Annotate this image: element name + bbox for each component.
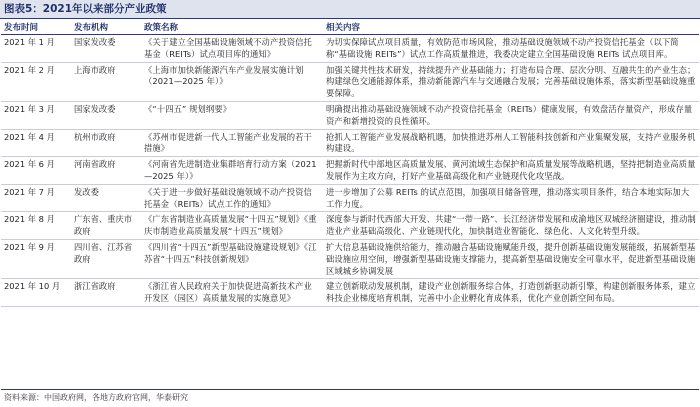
cell-org: 杭州市政府 bbox=[71, 129, 141, 157]
cell-org: 国家发改委 bbox=[71, 101, 141, 129]
cell-policy-name: 《关于进一步做好基础设施领域不动产投资信托基金（REITs）试点工作的通知》 bbox=[141, 184, 323, 212]
table-header-row bbox=[1, 19, 699, 35]
cell-policy-name: 《关于建立全国基础设施领域不动产投资信托基金（REITs）试点项目库的通知》 bbox=[141, 35, 323, 63]
header-content: 相关内容 bbox=[323, 19, 699, 35]
cell-content: 为切实保障试点项目质量，有效防范市场风险，推动基础设施领域不动产投资信托基金（以下简称“基础设施 REITs”）试点工作高质量推进，我委决定建立全国基础设施 REITs 试点项目库。 bbox=[323, 35, 699, 63]
cell-org: 国家发改委 bbox=[71, 35, 141, 63]
cell-date: 2021 年 6 月 bbox=[1, 157, 71, 185]
cell-content: 加强关键共性技术研发，持续提升产业基础能力；打造布局合理、层次分明、互融共生的产业生态；构建绿色交通能源体系，推动新能源汽车与交通融合发展；完善基础设施体系，落实新型基础设施重要保障。 bbox=[323, 62, 699, 101]
cell-policy-name: 《上海市加快新能源汽车产业发展实施计划（2021—2025 年）》 bbox=[141, 62, 323, 101]
cell-date: 2021 年 1 月 bbox=[1, 35, 71, 63]
cell-org: 浙江省政府 bbox=[71, 279, 141, 307]
cell-date: 2021 年 7 月 bbox=[1, 184, 71, 212]
cell-date: 2021 年 2 月 bbox=[1, 62, 71, 101]
table-row bbox=[1, 129, 699, 157]
table-row bbox=[1, 279, 699, 307]
table-row bbox=[1, 212, 699, 240]
cell-org: 发改委 bbox=[71, 184, 141, 212]
cell-content: 扩大信息基础设施供给能力，推动融合基础设施赋能升级，提升创新基础设施发展能级，拓展新型基础设施应用空间，增强新型基础设施支撑能力，提高新型基础设施安全可靠水平，促进新型基础设施区域城乡协调发展 bbox=[323, 239, 699, 278]
bottom-divider bbox=[1, 389, 699, 390]
figure-title: 图表5：2021年以来部分产业政策 bbox=[0, 0, 700, 19]
policy-table bbox=[1, 19, 699, 307]
cell-policy-name: 《河南省先进制造业集群培育行动方案（2021—2025 年）》 bbox=[141, 157, 323, 185]
cell-date: 2021 年 4 月 bbox=[1, 129, 71, 157]
cell-policy-name: 《“十四五” 规划纲要》 bbox=[141, 101, 323, 129]
header-date: 发布时间 bbox=[1, 19, 71, 35]
cell-date: 2021 年 3 月 bbox=[1, 101, 71, 129]
cell-date: 2021 年 8 月 bbox=[1, 212, 71, 240]
table-row bbox=[1, 239, 699, 278]
cell-policy-name: 《苏州市促进新一代人工智能产业发展的若干措施》 bbox=[141, 129, 323, 157]
cell-date: 2021 年 10 月 bbox=[1, 279, 71, 307]
table-row bbox=[1, 184, 699, 212]
source-note: 资料来源：中国政府网，各地方政府官网，华泰研究 bbox=[4, 393, 188, 402]
cell-content: 进一步增加了公募 REITs 的试点范围，加强项目储备管理，推动落实项目条件，结合本地实际加大工作力度。 bbox=[323, 184, 699, 212]
cell-content: 明确提出推动基础设施领域不动产投资信托基金（REITs）健康发展，有效盘活存量资产，形成存量资产和新增投资的良性循环。 bbox=[323, 101, 699, 129]
cell-policy-name: 《浙江省人民政府关于加快促进高新技术产业开发区（园区）高质量发展的实施意见》 bbox=[141, 279, 323, 307]
cell-org: 广东省、重庆市政府 bbox=[71, 212, 141, 240]
cell-org: 上海市政府 bbox=[71, 62, 141, 101]
header-org: 发布机构 bbox=[71, 19, 141, 35]
cell-content: 把握新时代中部地区高质量发展、黄河流域生态保护和高质量发展等战略机遇，坚持把制造业高质量发展作为主攻方向，打好产业基础高级化和产业链现代化攻坚战。 bbox=[323, 157, 699, 185]
table-row bbox=[1, 35, 699, 63]
cell-content: 抢抓人工智能产业发展战略机遇，加快推进苏州人工智能科技创新和产业集聚发展，支持产业服务机构建设。 bbox=[323, 129, 699, 157]
table-row bbox=[1, 62, 699, 101]
cell-policy-name: 《广东省制造业高质量发展“十四五”规划》《重庆市制造业高质量发展“十四五”规划》 bbox=[141, 212, 323, 240]
cell-date: 2021 年 9 月 bbox=[1, 239, 71, 278]
table-row bbox=[1, 157, 699, 185]
cell-content: 深度参与新时代西部大开发、共建“一带一路”、长江经济带发展和成渝地区双城经济圈建设，推动制造业产业基础高级化、产业链现代化，加快制造业智能化、绿色化、人文化转型升级。 bbox=[323, 212, 699, 240]
header-policy-name: 政策名称 bbox=[141, 19, 323, 35]
table-row bbox=[1, 101, 699, 129]
cell-org: 河南省政府 bbox=[71, 157, 141, 185]
cell-policy-name: 《四川省“十四五”新型基础设施建设规划》《江苏省“十四五”科技创新规划》 bbox=[141, 239, 323, 278]
cell-org: 四川省、江苏省政府 bbox=[71, 239, 141, 278]
cell-content: 建立创新联动发展机制，建设产业创新服务综合体，打造创新驱动新引擎，构建创新服务体系，建立科技企业梯度培育机制，完善中小企业孵化育成体系，优化产业创新空间布局。 bbox=[323, 279, 699, 307]
